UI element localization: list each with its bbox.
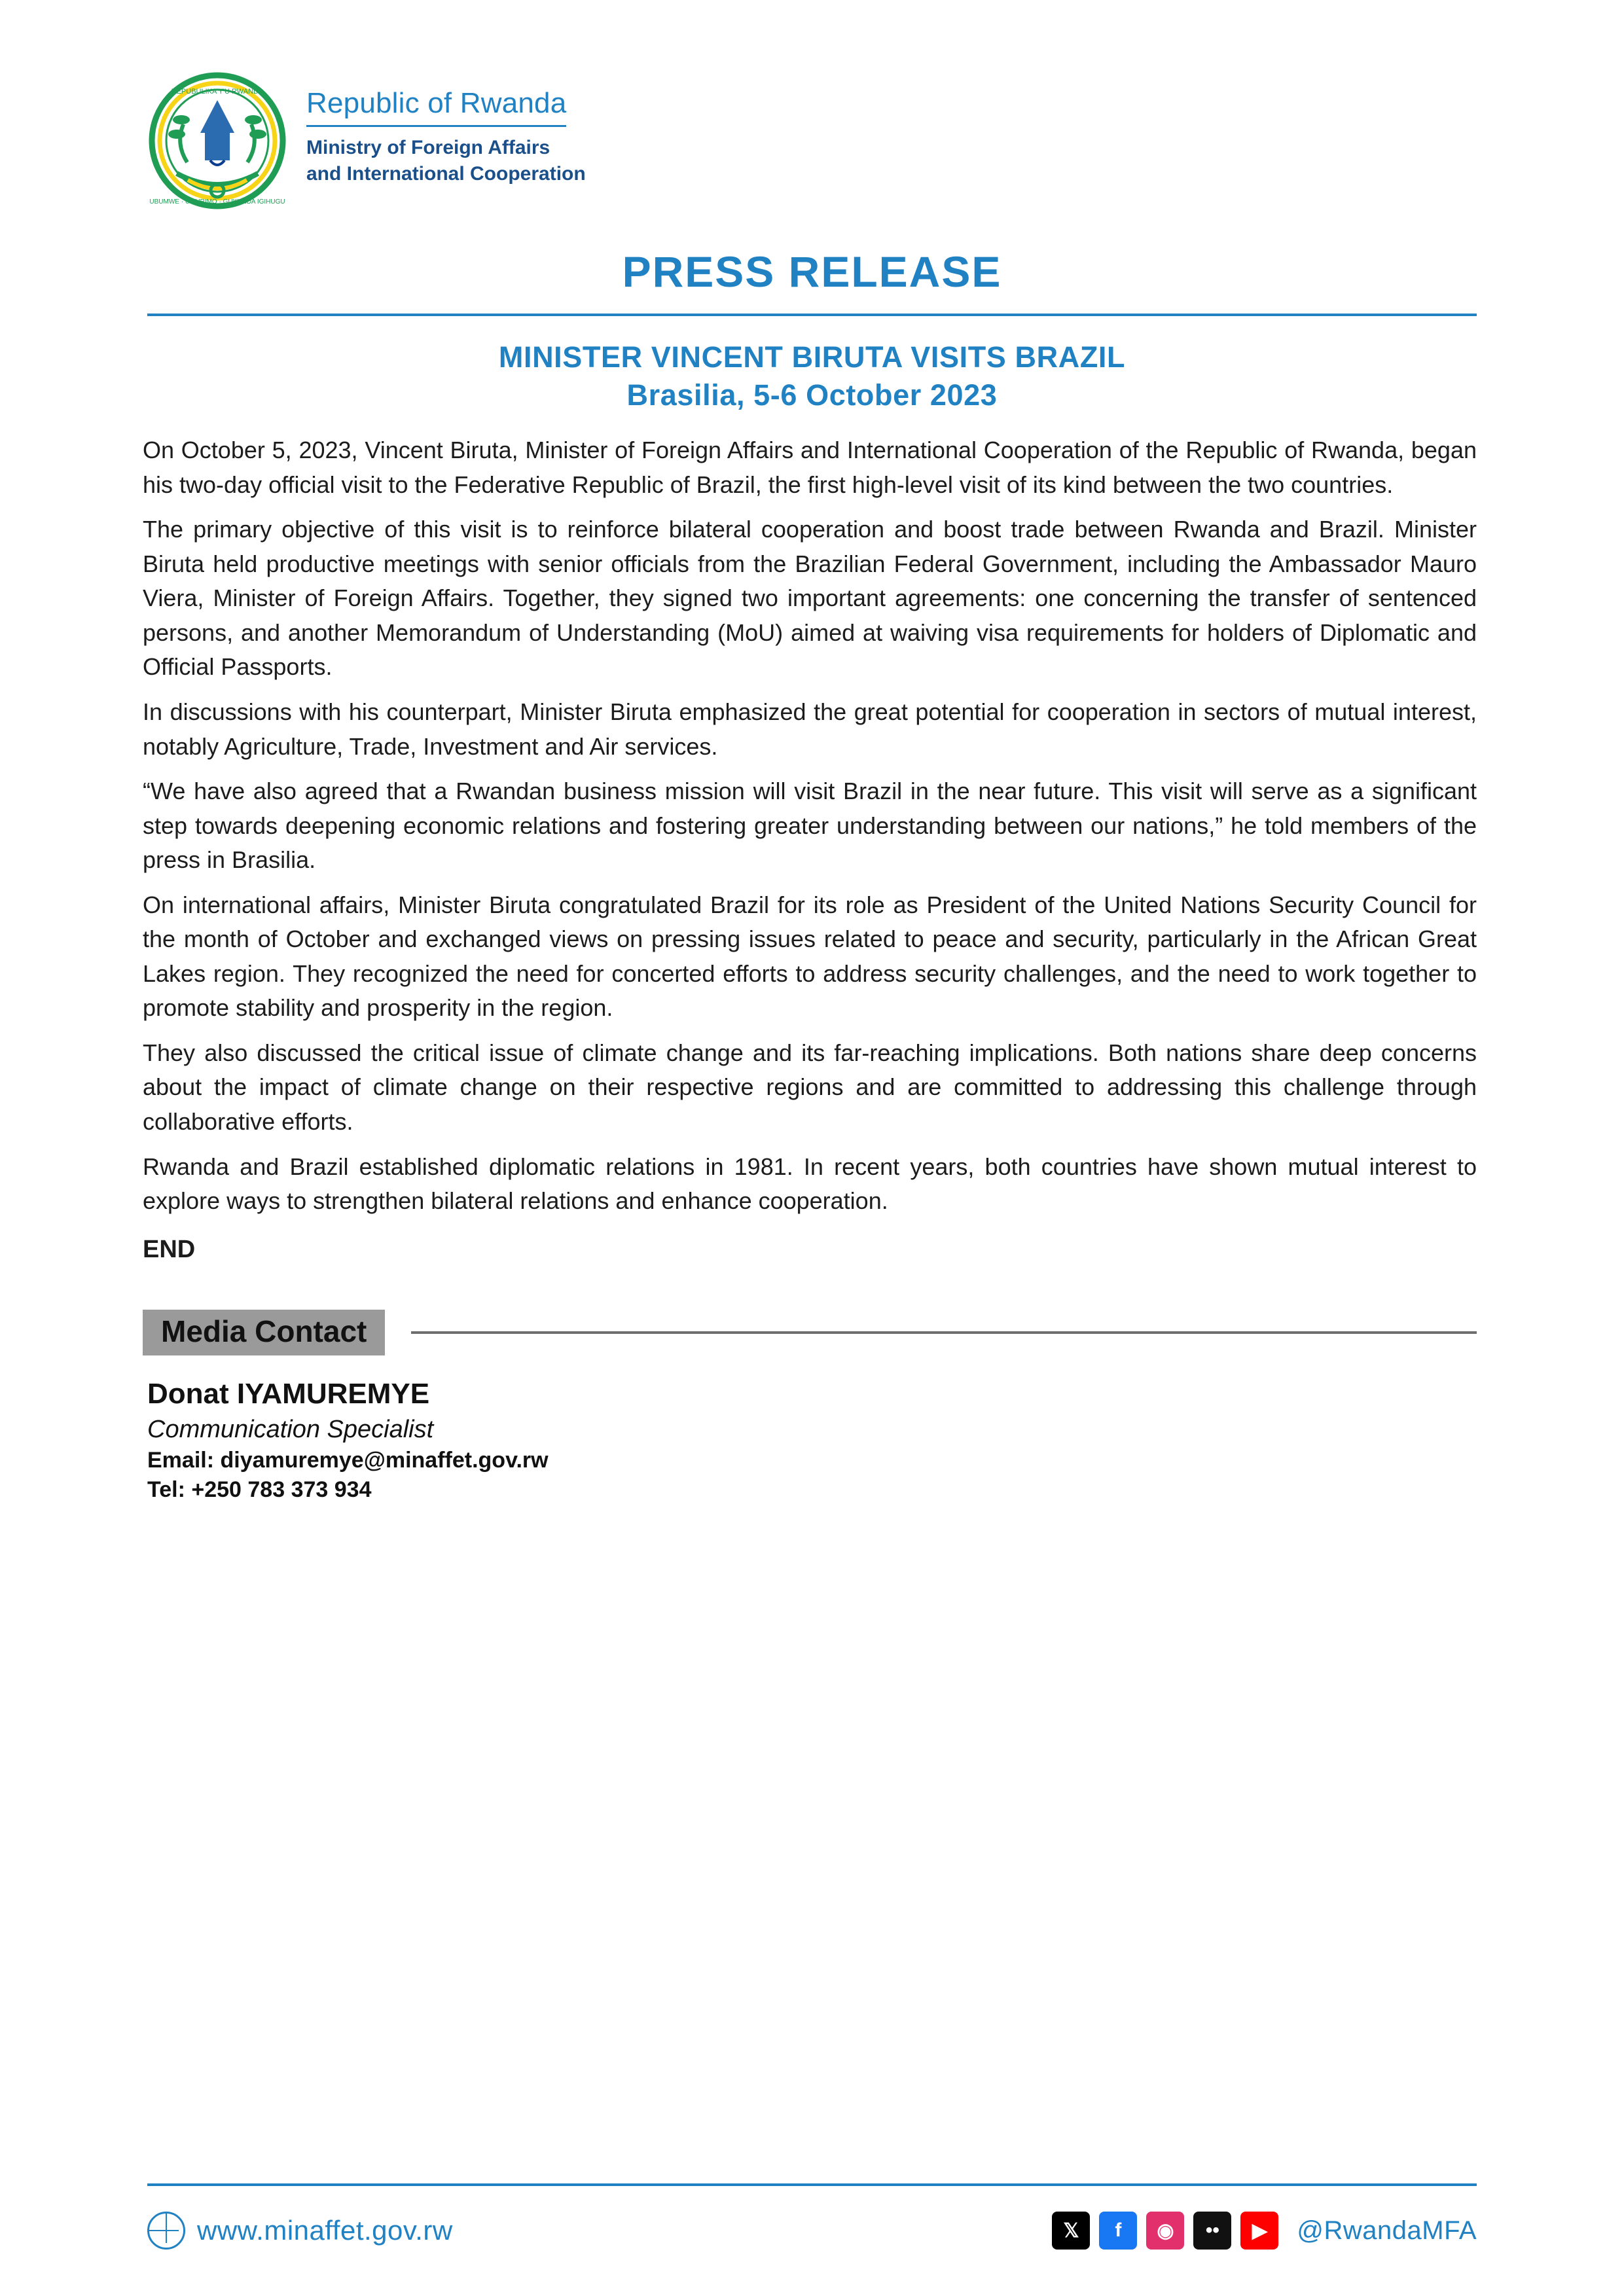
- paragraph: In discussions with his counterpart, Minister Biruta emphasized the great potential for cooperation in sectors of mutual interest, notably Agriculture, Trade, Investment and Air services.: [143, 698, 1477, 760]
- media-contact-badge: Media Contact: [143, 1310, 385, 1356]
- flickr-icon[interactable]: ••: [1193, 2212, 1231, 2250]
- contact-role: Communication Specialist: [147, 1416, 434, 1444]
- end-label: END: [143, 1235, 196, 1263]
- paragraph: On international affairs, Minister Biruta congratulated Brazil for its role as President of the United Nations Security Council for the month of October and exchanged views on pressing issues related to peace and security, particularly in the African Great Lakes region. They recognized the need for concerted efforts to address security challenges, and the need to work together to promote stability and prosperity in the region.: [143, 891, 1477, 1022]
- contact-name: Donat IYAMUREMYE: [147, 1378, 430, 1410]
- media-contact-divider: [411, 1331, 1477, 1334]
- headline-block: [0, 338, 1624, 414]
- subheadline: Brasilia, 5-6 October 2023: [626, 378, 998, 412]
- paragraph: “We have also agreed that a Rwandan business mission will visit Brazil in the near future. This visit will serve as a significant step towards deepening economic relations and fostering greater understanding between our nations,” he told members of the press in Brasilia.: [143, 778, 1477, 874]
- paragraph: Rwanda and Brazil established diplomatic relations in 1981. In recent years, both countries have shown mutual interest to explore ways to strengthen bilateral relations and enhance cooperation.: [143, 1153, 1477, 1215]
- headline: MINISTER VINCENT BIRUTA VISITS BRAZIL: [498, 340, 1126, 374]
- title-divider: [147, 314, 1477, 316]
- x-twitter-icon[interactable]: 𝕏: [1052, 2212, 1090, 2250]
- republic-label: Republic of Rwanda: [306, 87, 566, 127]
- facebook-icon[interactable]: f: [1099, 2212, 1137, 2250]
- footer-website-group[interactable]: [147, 2212, 453, 2250]
- document-footer: [147, 2201, 1477, 2260]
- media-contact-header: [143, 1310, 1477, 1356]
- website-link[interactable]: www.minaffet.gov.rw: [197, 2215, 453, 2246]
- paragraph: The primary objective of this visit is to reinforce bilateral cooperation and boost trade between Rwanda and Brazil. Minister Biruta held productive meetings with senior officials from the Brazilian Federal Government, including the Ambassador Mauro Viera, Minister of Foreign Affairs. Together, they signed two important agreements: one concerning the transfer of sentenced persons, and another Memorandum of Understanding (MoU) aimed at waiving visa requirements for holders of Diplomatic and Official Passports.: [143, 516, 1477, 681]
- svg-text:UBUMWE · UMURIMO · GUKUNDA IGI: UBUMWE · UMURIMO · GUKUNDA IGIHUGU: [149, 198, 285, 206]
- ministry-line-2: and International Cooperation: [306, 162, 586, 185]
- contact-email[interactable]: Email: diyamuremye@minaffet.gov.rw: [147, 1448, 549, 1473]
- paragraph: They also discussed the critical issue of climate change and its far-reaching implications. Both nations share deep concerns about the impact of climate change on their respective regions and are committed to addressing this challenge through collaborative efforts.: [143, 1039, 1477, 1136]
- page-title: PRESS RELEASE: [622, 247, 1002, 296]
- contact-phone[interactable]: Tel: +250 783 373 934: [147, 1477, 372, 1503]
- globe-icon: [147, 2212, 185, 2250]
- media-contact-details: [147, 1378, 1477, 1503]
- rwanda-coat-of-arms-icon: [147, 62, 288, 232]
- social-links: [1052, 2212, 1477, 2250]
- document-header: [0, 0, 1624, 232]
- paragraph: On October 5, 2023, Vincent Biruta, Minister of Foreign Affairs and International Cooperation of the Republic of Rwanda, began his two-day official visit to the Federative Republic of Brazil, the first high-level visit of its kind between the two countries.: [143, 437, 1477, 498]
- social-handle: @RwandaMFA: [1297, 2215, 1477, 2245]
- svg-text:REPUBULIKA Y'U RWANDA: REPUBULIKA Y'U RWANDA: [171, 88, 264, 96]
- header-titles: [306, 62, 586, 187]
- instagram-icon[interactable]: ◉: [1146, 2212, 1184, 2250]
- footer-divider: [147, 2183, 1477, 2186]
- ministry-line-1: Ministry of Foreign Affairs: [306, 137, 550, 158]
- article-body: [143, 433, 1477, 1218]
- youtube-icon[interactable]: ▶: [1240, 2212, 1278, 2250]
